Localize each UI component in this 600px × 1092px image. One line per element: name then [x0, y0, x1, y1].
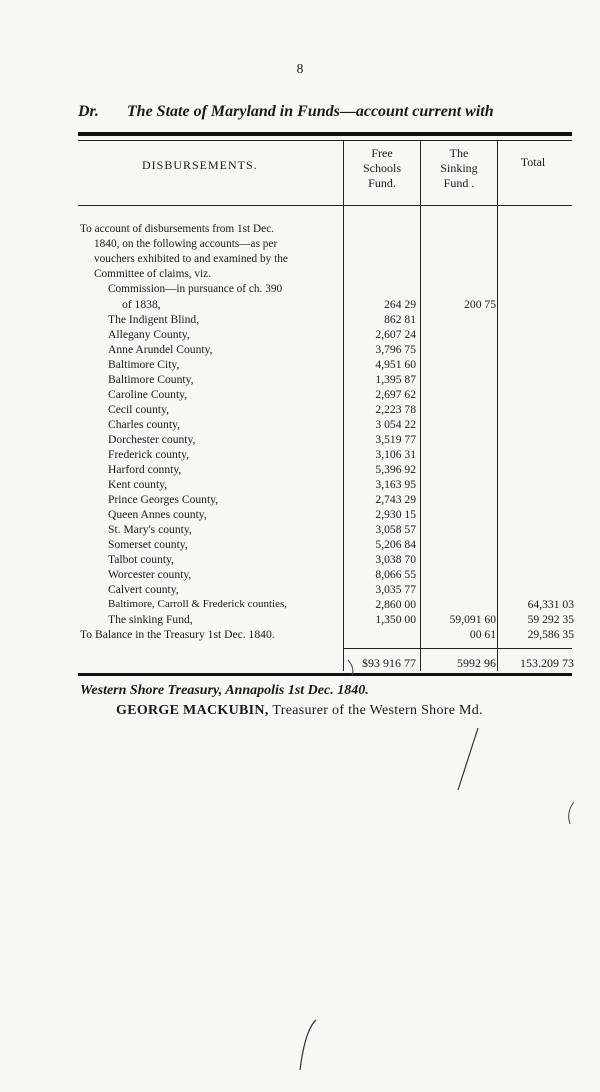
sinking-fund-header-line1: The [449, 146, 469, 160]
free-schools-amount: 264 29 [384, 298, 416, 311]
table-row [0, 387, 600, 402]
table-row [0, 432, 600, 447]
free-schools-header [344, 146, 420, 191]
treasurer-title: Treasurer of the Western Shore Md. [272, 703, 483, 718]
free-schools-amount: 2,697 62 [375, 388, 416, 401]
row-label: Talbot county, [108, 553, 175, 566]
row-label: Cecil county, [108, 403, 170, 416]
preamble-line-2: 1840, on the following accounts—as per [94, 238, 278, 250]
free-schools-amount: 3,035 77 [375, 583, 416, 596]
sinking-fund-total: 5992 96 [457, 656, 496, 670]
row-label: Baltimore City, [108, 358, 180, 371]
table-row [0, 522, 600, 537]
row-label: Prince Georges County, [108, 493, 219, 506]
row-label: Charles county, [108, 418, 181, 431]
table-row [0, 507, 600, 522]
table-row [0, 342, 600, 357]
free-schools-header-line3: Fund. [368, 176, 396, 190]
free-schools-amount: 1,350 00 [375, 613, 416, 626]
table-row [0, 312, 600, 327]
row-label: The Indigent Blind, [108, 313, 200, 326]
free-schools-amount: 2,743 29 [375, 493, 416, 506]
commission-line: Commission—in pursuance of ch. 390 [108, 283, 283, 295]
table-row [0, 402, 600, 417]
table-row [0, 297, 600, 312]
free-schools-amount: 3,519 77 [375, 433, 416, 446]
pen-stroke-bottom [300, 1020, 316, 1070]
treasurer-name: GEORGE MACKUBIN, [116, 703, 269, 718]
free-schools-header-line1: Free [371, 146, 393, 160]
pen-stroke-margin [569, 802, 574, 824]
row-label: Calvert county, [108, 583, 179, 596]
top-rule-thick [78, 132, 572, 136]
free-schools-amount: 2,860 00 [375, 598, 416, 611]
free-schools-amount: 3 054 22 [375, 418, 416, 431]
row-label: Baltimore County, [108, 373, 194, 386]
treasurer-signature-line [116, 703, 483, 719]
row-label: The sinking Fund, [108, 613, 193, 626]
totals-top-rule [343, 648, 572, 649]
table-row [0, 447, 600, 462]
free-schools-amount: 3,058 57 [375, 523, 416, 536]
sinking-fund-header-line2: Sinking [440, 161, 478, 175]
free-schools-amount: 1,395 87 [375, 373, 416, 386]
sinking-fund-amount: 00 61 [469, 628, 496, 641]
heading-title: The State of Maryland in Funds—account current with [126, 103, 494, 120]
row-label: Caroline County, [108, 388, 188, 401]
row-label: of 1838, [122, 298, 161, 311]
free-schools-total: $93 916 77 [362, 656, 416, 670]
row-label: Kent county, [108, 478, 168, 491]
table-row [0, 417, 600, 432]
total-amount: 29,586 35 [527, 628, 574, 641]
free-schools-header-line2: Schools [362, 161, 401, 175]
row-label: To Balance in the Treasury 1st Dec. 1840. [80, 628, 275, 641]
total-amount: 64,331 03 [527, 598, 574, 611]
sinking-fund-header-line3: Fund . [443, 176, 475, 190]
heading-dr: Dr. [78, 103, 99, 120]
table-row [0, 357, 600, 372]
table-row [0, 477, 600, 492]
treasury-location-date: Western Shore Treasury, Annapolis 1st Dec. 1840. [80, 683, 369, 698]
table-row [0, 552, 600, 567]
row-label: St. Mary's county, [108, 523, 192, 536]
free-schools-amount: 3,163 95 [375, 478, 416, 491]
row-label: Baltimore, Carroll & Frederick counties, [108, 598, 288, 610]
row-label: Harford connty, [108, 463, 182, 476]
preamble-line-4: Committee of claims, viz. [94, 268, 212, 280]
sinking-fund-header [422, 146, 496, 191]
free-schools-amount: 2,930 15 [375, 508, 416, 521]
total-amount: 59 292 35 [527, 613, 574, 626]
bottom-rule-thick [78, 673, 572, 676]
free-schools-amount: 4,951 60 [375, 358, 416, 371]
table-row [0, 597, 600, 612]
page-number: 8 [296, 62, 304, 77]
sinking-fund-amount: 200 75 [464, 298, 496, 311]
free-schools-amount: 5,396 92 [375, 463, 416, 476]
row-label: Frederick county, [108, 448, 190, 461]
free-schools-amount: 862 81 [384, 313, 416, 326]
row-label: Queen Annes county, [108, 508, 207, 521]
row-label: Allegany County, [108, 328, 190, 341]
table-row [0, 327, 600, 342]
table-row [0, 462, 600, 477]
free-schools-amount: 2,223 78 [375, 403, 416, 416]
free-schools-amount: 3,796 75 [375, 343, 416, 356]
grand-total: 153.209 73 [520, 656, 574, 670]
row-label: Anne Arundel County, [108, 343, 213, 356]
free-schools-amount: 5,206 84 [375, 538, 416, 551]
preamble-line-1: To account of disbursements from 1st Dec. [80, 223, 275, 235]
preamble [80, 222, 342, 297]
table-row [0, 567, 600, 582]
free-schools-amount: 8,066 55 [375, 568, 416, 581]
table-row [0, 492, 600, 507]
row-label: Worcester county, [108, 568, 192, 581]
table-row [0, 612, 600, 627]
page-heading [78, 103, 578, 121]
table-row [0, 627, 600, 642]
free-schools-amount: 2,607 24 [375, 328, 416, 341]
pen-stroke-signature [458, 728, 478, 790]
table-row [0, 582, 600, 597]
table-row [0, 537, 600, 552]
total-header: Total [520, 155, 546, 169]
table-row [0, 372, 600, 387]
free-schools-amount: 3,106 31 [375, 448, 416, 461]
sinking-fund-amount: 59,091 60 [449, 613, 496, 626]
free-schools-amount: 3,038 70 [375, 553, 416, 566]
disbursements-header: DISBURSEMENTS. [142, 158, 258, 172]
row-label: Somerset county, [108, 538, 188, 551]
preamble-line-3: vouchers exhibited to and examined by the [94, 253, 288, 265]
row-label: Dorchester county, [108, 433, 196, 446]
